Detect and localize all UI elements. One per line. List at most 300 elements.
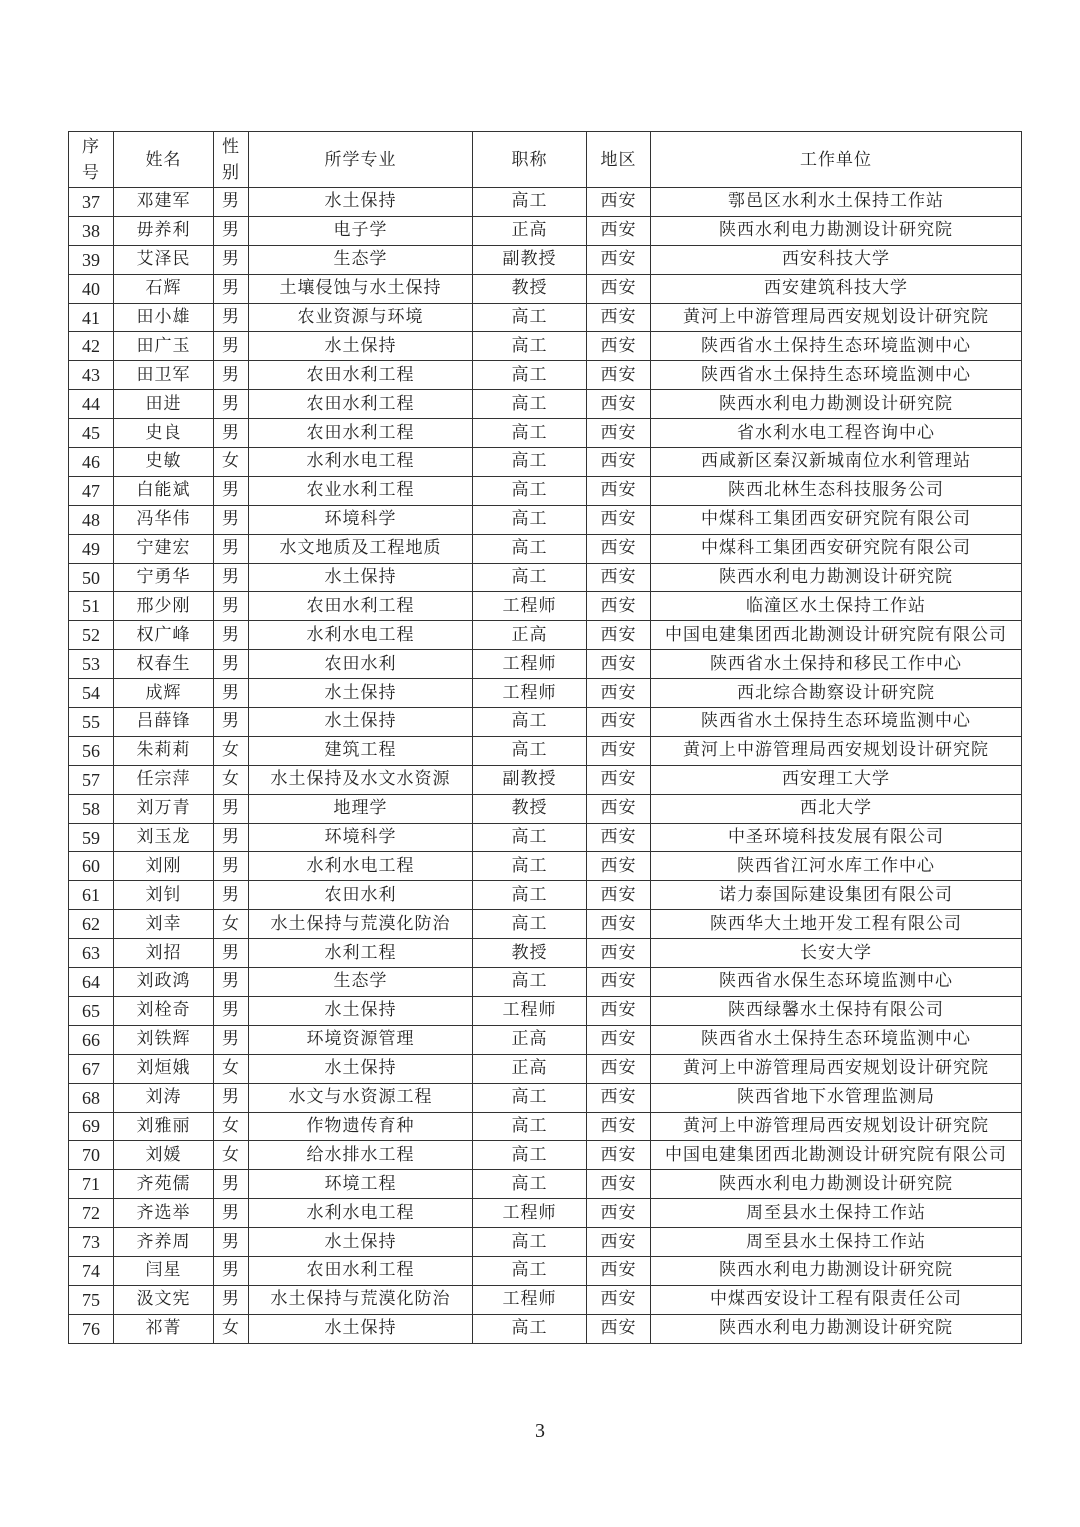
- cell-unit: 周至县水土保持工作站: [651, 1228, 1022, 1257]
- cell-title: 正高: [473, 1054, 587, 1083]
- cell-title: 工程师: [473, 1199, 587, 1228]
- cell-unit: 长安大学: [651, 939, 1022, 968]
- cell-no: 41: [69, 303, 114, 332]
- cell-gender: 女: [214, 1141, 249, 1170]
- cell-unit: 西安理工大学: [651, 765, 1022, 794]
- table-row: [69, 765, 1022, 794]
- cell-region: 西安: [587, 996, 651, 1025]
- table-row: [69, 1025, 1022, 1054]
- cell-name: 刘刚: [114, 852, 214, 881]
- cell-name: 刘铁辉: [114, 1025, 214, 1054]
- table-row: [69, 476, 1022, 505]
- cell-region: 西安: [587, 476, 651, 505]
- cell-title: 高工: [473, 476, 587, 505]
- table-row: [69, 1112, 1022, 1141]
- cell-gender: 男: [214, 1199, 249, 1228]
- cell-unit: 临潼区水土保持工作站: [651, 592, 1022, 621]
- cell-major: 环境科学: [249, 505, 473, 534]
- cell-major: 水土保持: [249, 332, 473, 361]
- cell-unit: 西安建筑科技大学: [651, 274, 1022, 303]
- cell-title: 副教授: [473, 765, 587, 794]
- cell-name: 闫星: [114, 1256, 214, 1285]
- table-row: [69, 1083, 1022, 1112]
- cell-region: 西安: [587, 736, 651, 765]
- cell-gender: 男: [214, 1083, 249, 1112]
- cell-major: 水土保持: [249, 679, 473, 708]
- cell-no: 40: [69, 274, 114, 303]
- cell-gender: 女: [214, 1314, 249, 1343]
- table-body: [69, 188, 1022, 1344]
- table-row: [69, 910, 1022, 939]
- cell-title: 高工: [473, 1083, 587, 1112]
- cell-no: 55: [69, 708, 114, 737]
- cell-gender: 男: [214, 1228, 249, 1257]
- cell-unit: 中煤科工集团西安研究院有限公司: [651, 534, 1022, 563]
- cell-gender: 男: [214, 650, 249, 679]
- cell-major: 水利水电工程: [249, 1199, 473, 1228]
- cell-no: 72: [69, 1199, 114, 1228]
- cell-region: 西安: [587, 245, 651, 274]
- cell-name: 史良: [114, 419, 214, 448]
- cell-unit: 鄠邑区水利水土保持工作站: [651, 188, 1022, 217]
- cell-unit: 中圣环境科技发展有限公司: [651, 823, 1022, 852]
- cell-gender: 男: [214, 419, 249, 448]
- cell-no: 49: [69, 534, 114, 563]
- cell-name: 石辉: [114, 274, 214, 303]
- cell-major: 水土保持: [249, 1314, 473, 1343]
- cell-name: 吕薛锋: [114, 708, 214, 737]
- cell-name: 艾泽民: [114, 245, 214, 274]
- table-row: [69, 852, 1022, 881]
- table-row: [69, 1314, 1022, 1343]
- cell-region: 西安: [587, 563, 651, 592]
- table-row: [69, 505, 1022, 534]
- cell-no: 39: [69, 245, 114, 274]
- cell-name: 史敏: [114, 448, 214, 477]
- cell-no: 52: [69, 621, 114, 650]
- cell-name: 齐选举: [114, 1199, 214, 1228]
- cell-name: 权广峰: [114, 621, 214, 650]
- cell-name: 任宗萍: [114, 765, 214, 794]
- cell-unit: 省水利水电工程咨询中心: [651, 419, 1022, 448]
- cell-region: 西安: [587, 188, 651, 217]
- cell-title: 正高: [473, 1025, 587, 1054]
- cell-no: 62: [69, 910, 114, 939]
- cell-major: 农田水利工程: [249, 1256, 473, 1285]
- cell-major: 水土保持: [249, 1228, 473, 1257]
- cell-gender: 男: [214, 1025, 249, 1054]
- cell-no: 64: [69, 968, 114, 997]
- cell-region: 西安: [587, 679, 651, 708]
- cell-no: 73: [69, 1228, 114, 1257]
- cell-region: 西安: [587, 592, 651, 621]
- cell-unit: 陕西省水土保持和移民工作中心: [651, 650, 1022, 679]
- cell-gender: 男: [214, 708, 249, 737]
- cell-title: 教授: [473, 274, 587, 303]
- cell-title: 正高: [473, 216, 587, 245]
- cell-major: 地理学: [249, 794, 473, 823]
- cell-unit: 黄河上中游管理局西安规划设计研究院: [651, 303, 1022, 332]
- cell-major: 水土保持与荒漠化防治: [249, 1285, 473, 1314]
- cell-no: 76: [69, 1314, 114, 1343]
- header-name: 姓名: [114, 132, 214, 188]
- cell-major: 水利水电工程: [249, 448, 473, 477]
- table-row: [69, 390, 1022, 419]
- cell-region: 西安: [587, 332, 651, 361]
- table-row: [69, 1285, 1022, 1314]
- cell-gender: 男: [214, 245, 249, 274]
- cell-title: 高工: [473, 448, 587, 477]
- cell-region: 西安: [587, 881, 651, 910]
- cell-unit: 陕西水利电力勘测设计研究院: [651, 1314, 1022, 1343]
- cell-major: 农田水利: [249, 650, 473, 679]
- cell-title: 高工: [473, 188, 587, 217]
- page-number: 3: [535, 1420, 545, 1442]
- cell-name: 邓建军: [114, 188, 214, 217]
- cell-name: 朱莉莉: [114, 736, 214, 765]
- cell-unit: 陕西省地下水管理监测局: [651, 1083, 1022, 1112]
- cell-unit: 陕西省水土保持生态环境监测中心: [651, 1025, 1022, 1054]
- cell-unit: 西北大学: [651, 794, 1022, 823]
- cell-title: 高工: [473, 708, 587, 737]
- cell-region: 西安: [587, 794, 651, 823]
- cell-gender: 男: [214, 188, 249, 217]
- cell-gender: 男: [214, 939, 249, 968]
- cell-no: 57: [69, 765, 114, 794]
- header-major: 所学专业: [249, 132, 473, 188]
- cell-no: 37: [69, 188, 114, 217]
- cell-major: 环境科学: [249, 823, 473, 852]
- cell-region: 西安: [587, 1025, 651, 1054]
- cell-region: 西安: [587, 534, 651, 563]
- table-row: [69, 592, 1022, 621]
- cell-no: 44: [69, 390, 114, 419]
- cell-no: 54: [69, 679, 114, 708]
- table-row: [69, 1199, 1022, 1228]
- cell-no: 47: [69, 476, 114, 505]
- cell-major: 水土保持及水文水资源: [249, 765, 473, 794]
- cell-region: 西安: [587, 939, 651, 968]
- cell-title: 高工: [473, 1228, 587, 1257]
- cell-region: 西安: [587, 1112, 651, 1141]
- cell-gender: 女: [214, 765, 249, 794]
- cell-name: 祁菁: [114, 1314, 214, 1343]
- cell-major: 生态学: [249, 968, 473, 997]
- cell-unit: 黄河上中游管理局西安规划设计研究院: [651, 1054, 1022, 1083]
- cell-region: 西安: [587, 216, 651, 245]
- cell-title: 工程师: [473, 592, 587, 621]
- cell-name: 权春生: [114, 650, 214, 679]
- cell-unit: 中煤西安设计工程有限责任公司: [651, 1285, 1022, 1314]
- cell-gender: 女: [214, 736, 249, 765]
- cell-name: 刘招: [114, 939, 214, 968]
- cell-major: 给水排水工程: [249, 1141, 473, 1170]
- cell-gender: 女: [214, 448, 249, 477]
- header-unit: 工作单位: [651, 132, 1022, 188]
- table-row: [69, 794, 1022, 823]
- cell-no: 75: [69, 1285, 114, 1314]
- cell-region: 西安: [587, 1256, 651, 1285]
- cell-name: 刘幸: [114, 910, 214, 939]
- cell-major: 水文与水资源工程: [249, 1083, 473, 1112]
- cell-major: 环境资源管理: [249, 1025, 473, 1054]
- cell-gender: 女: [214, 1054, 249, 1083]
- cell-no: 68: [69, 1083, 114, 1112]
- cell-no: 74: [69, 1256, 114, 1285]
- cell-unit: 诺力泰国际建设集团有限公司: [651, 881, 1022, 910]
- cell-gender: 男: [214, 823, 249, 852]
- cell-major: 环境工程: [249, 1170, 473, 1199]
- cell-region: 西安: [587, 765, 651, 794]
- cell-unit: 陕西水利电力勘测设计研究院: [651, 1256, 1022, 1285]
- cell-name: 邢少刚: [114, 592, 214, 621]
- cell-title: 高工: [473, 419, 587, 448]
- cell-no: 53: [69, 650, 114, 679]
- cell-unit: 陕西北林生态科技服务公司: [651, 476, 1022, 505]
- cell-unit: 中国电建集团西北勘测设计研究院有限公司: [651, 621, 1022, 650]
- cell-major: 建筑工程: [249, 736, 473, 765]
- cell-unit: 陕西绿馨水土保持有限公司: [651, 996, 1022, 1025]
- cell-name: 白能斌: [114, 476, 214, 505]
- cell-name: 刘万青: [114, 794, 214, 823]
- cell-major: 水土保持: [249, 1054, 473, 1083]
- cell-unit: 西安科技大学: [651, 245, 1022, 274]
- table-row: [69, 563, 1022, 592]
- cell-major: 水利工程: [249, 939, 473, 968]
- cell-title: 工程师: [473, 996, 587, 1025]
- header-region: 地区: [587, 132, 651, 188]
- cell-gender: 男: [214, 996, 249, 1025]
- cell-no: 43: [69, 361, 114, 390]
- cell-region: 西安: [587, 852, 651, 881]
- table-row: [69, 679, 1022, 708]
- cell-title: 教授: [473, 939, 587, 968]
- cell-gender: 男: [214, 361, 249, 390]
- cell-region: 西安: [587, 419, 651, 448]
- cell-unit: 陕西省水土保持生态环境监测中心: [651, 361, 1022, 390]
- cell-name: 刘栓奇: [114, 996, 214, 1025]
- cell-region: 西安: [587, 448, 651, 477]
- table-row: [69, 1054, 1022, 1083]
- cell-title: 教授: [473, 794, 587, 823]
- cell-major: 农田水利工程: [249, 592, 473, 621]
- table-row: [69, 968, 1022, 997]
- cell-title: 工程师: [473, 650, 587, 679]
- cell-region: 西安: [587, 1314, 651, 1343]
- header-gender: 性 别: [214, 132, 249, 188]
- cell-title: 高工: [473, 823, 587, 852]
- cell-region: 西安: [587, 1228, 651, 1257]
- cell-name: 田小雄: [114, 303, 214, 332]
- table-row: [69, 274, 1022, 303]
- table-row: [69, 1170, 1022, 1199]
- expert-list-table: [68, 131, 1022, 1344]
- cell-gender: 男: [214, 216, 249, 245]
- cell-no: 69: [69, 1112, 114, 1141]
- cell-unit: 中国电建集团西北勘测设计研究院有限公司: [651, 1141, 1022, 1170]
- cell-no: 59: [69, 823, 114, 852]
- cell-no: 58: [69, 794, 114, 823]
- cell-gender: 男: [214, 303, 249, 332]
- cell-name: 刘媛: [114, 1141, 214, 1170]
- cell-unit: 西北综合勘察设计研究院: [651, 679, 1022, 708]
- cell-region: 西安: [587, 621, 651, 650]
- cell-major: 水土保持: [249, 996, 473, 1025]
- cell-title: 高工: [473, 505, 587, 534]
- cell-unit: 陕西省水土保持生态环境监测中心: [651, 708, 1022, 737]
- cell-title: 高工: [473, 881, 587, 910]
- cell-region: 西安: [587, 968, 651, 997]
- cell-unit: 陕西省江河水库工作中心: [651, 852, 1022, 881]
- cell-gender: 男: [214, 505, 249, 534]
- cell-no: 42: [69, 332, 114, 361]
- table-row: [69, 996, 1022, 1025]
- table-row: [69, 419, 1022, 448]
- cell-region: 西安: [587, 1054, 651, 1083]
- cell-gender: 男: [214, 852, 249, 881]
- cell-title: 高工: [473, 910, 587, 939]
- cell-gender: 男: [214, 968, 249, 997]
- cell-name: 刘涛: [114, 1083, 214, 1112]
- cell-major: 农田水利工程: [249, 390, 473, 419]
- cell-name: 冯华伟: [114, 505, 214, 534]
- cell-unit: 陕西水利电力勘测设计研究院: [651, 563, 1022, 592]
- cell-gender: 男: [214, 592, 249, 621]
- cell-unit: 陕西水利电力勘测设计研究院: [651, 390, 1022, 419]
- cell-name: 毋养利: [114, 216, 214, 245]
- cell-title: 高工: [473, 332, 587, 361]
- cell-region: 西安: [587, 1199, 651, 1228]
- cell-region: 西安: [587, 708, 651, 737]
- cell-gender: 男: [214, 881, 249, 910]
- cell-name: 汲文宪: [114, 1285, 214, 1314]
- cell-major: 水利水电工程: [249, 621, 473, 650]
- cell-major: 生态学: [249, 245, 473, 274]
- cell-name: 宁勇华: [114, 563, 214, 592]
- table-row: [69, 216, 1022, 245]
- cell-major: 水土保持: [249, 563, 473, 592]
- cell-title: 高工: [473, 1112, 587, 1141]
- cell-gender: 男: [214, 1170, 249, 1199]
- cell-name: 刘雅丽: [114, 1112, 214, 1141]
- cell-title: 高工: [473, 563, 587, 592]
- cell-name: 刘烜娥: [114, 1054, 214, 1083]
- cell-title: 高工: [473, 303, 587, 332]
- cell-region: 西安: [587, 823, 651, 852]
- cell-title: 高工: [473, 1314, 587, 1343]
- cell-title: 高工: [473, 361, 587, 390]
- cell-title: 副教授: [473, 245, 587, 274]
- cell-name: 刘钊: [114, 881, 214, 910]
- cell-region: 西安: [587, 1083, 651, 1112]
- cell-region: 西安: [587, 361, 651, 390]
- cell-no: 65: [69, 996, 114, 1025]
- table-row: [69, 448, 1022, 477]
- cell-no: 66: [69, 1025, 114, 1054]
- cell-title: 高工: [473, 1141, 587, 1170]
- cell-region: 西安: [587, 650, 651, 679]
- cell-no: 60: [69, 852, 114, 881]
- cell-title: 高工: [473, 852, 587, 881]
- cell-no: 45: [69, 419, 114, 448]
- cell-name: 宁建宏: [114, 534, 214, 563]
- cell-region: 西安: [587, 390, 651, 419]
- cell-name: 齐苑儒: [114, 1170, 214, 1199]
- cell-name: 刘玉龙: [114, 823, 214, 852]
- cell-major: 土壤侵蚀与水土保持: [249, 274, 473, 303]
- cell-title: 工程师: [473, 1285, 587, 1314]
- table-row: [69, 534, 1022, 563]
- table-row: [69, 1256, 1022, 1285]
- cell-gender: 男: [214, 332, 249, 361]
- cell-unit: 陕西省水土保持生态环境监测中心: [651, 332, 1022, 361]
- cell-gender: 男: [214, 534, 249, 563]
- cell-title: 高工: [473, 390, 587, 419]
- cell-no: 71: [69, 1170, 114, 1199]
- cell-region: 西安: [587, 1170, 651, 1199]
- cell-name: 田卫军: [114, 361, 214, 390]
- cell-gender: 女: [214, 910, 249, 939]
- cell-unit: 陕西华大土地开发工程有限公司: [651, 910, 1022, 939]
- cell-major: 农田水利工程: [249, 419, 473, 448]
- cell-gender: 男: [214, 679, 249, 708]
- cell-gender: 女: [214, 1112, 249, 1141]
- table-row: [69, 245, 1022, 274]
- cell-title: 正高: [473, 621, 587, 650]
- cell-title: 高工: [473, 1256, 587, 1285]
- cell-no: 70: [69, 1141, 114, 1170]
- cell-no: 56: [69, 736, 114, 765]
- cell-no: 48: [69, 505, 114, 534]
- cell-gender: 男: [214, 390, 249, 419]
- cell-name: 田广玉: [114, 332, 214, 361]
- cell-major: 水文地质及工程地质: [249, 534, 473, 563]
- table-row: [69, 650, 1022, 679]
- cell-no: 38: [69, 216, 114, 245]
- table-row: [69, 621, 1022, 650]
- table-row: [69, 188, 1022, 217]
- table-row: [69, 303, 1022, 332]
- table-row: [69, 1228, 1022, 1257]
- table-row: [69, 881, 1022, 910]
- cell-unit: 周至县水土保持工作站: [651, 1199, 1022, 1228]
- cell-title: 高工: [473, 1170, 587, 1199]
- cell-title: 工程师: [473, 679, 587, 708]
- cell-gender: 男: [214, 563, 249, 592]
- cell-unit: 黄河上中游管理局西安规划设计研究院: [651, 1112, 1022, 1141]
- cell-no: 61: [69, 881, 114, 910]
- cell-region: 西安: [587, 505, 651, 534]
- cell-unit: 陕西省水保生态环境监测中心: [651, 968, 1022, 997]
- cell-region: 西安: [587, 1285, 651, 1314]
- cell-unit: 西咸新区秦汉新城南位水利管理站: [651, 448, 1022, 477]
- cell-major: 农业资源与环境: [249, 303, 473, 332]
- cell-title: 高工: [473, 736, 587, 765]
- cell-name: 田进: [114, 390, 214, 419]
- cell-region: 西安: [587, 303, 651, 332]
- cell-major: 水土保持与荒漠化防治: [249, 910, 473, 939]
- cell-major: 作物遗传育种: [249, 1112, 473, 1141]
- cell-region: 西安: [587, 910, 651, 939]
- cell-major: 农田水利工程: [249, 361, 473, 390]
- table-row: [69, 1141, 1022, 1170]
- cell-no: 67: [69, 1054, 114, 1083]
- table-row: [69, 939, 1022, 968]
- header-no: 序 号: [69, 132, 114, 188]
- cell-major: 农田水利: [249, 881, 473, 910]
- cell-major: 水土保持: [249, 708, 473, 737]
- cell-title: 高工: [473, 534, 587, 563]
